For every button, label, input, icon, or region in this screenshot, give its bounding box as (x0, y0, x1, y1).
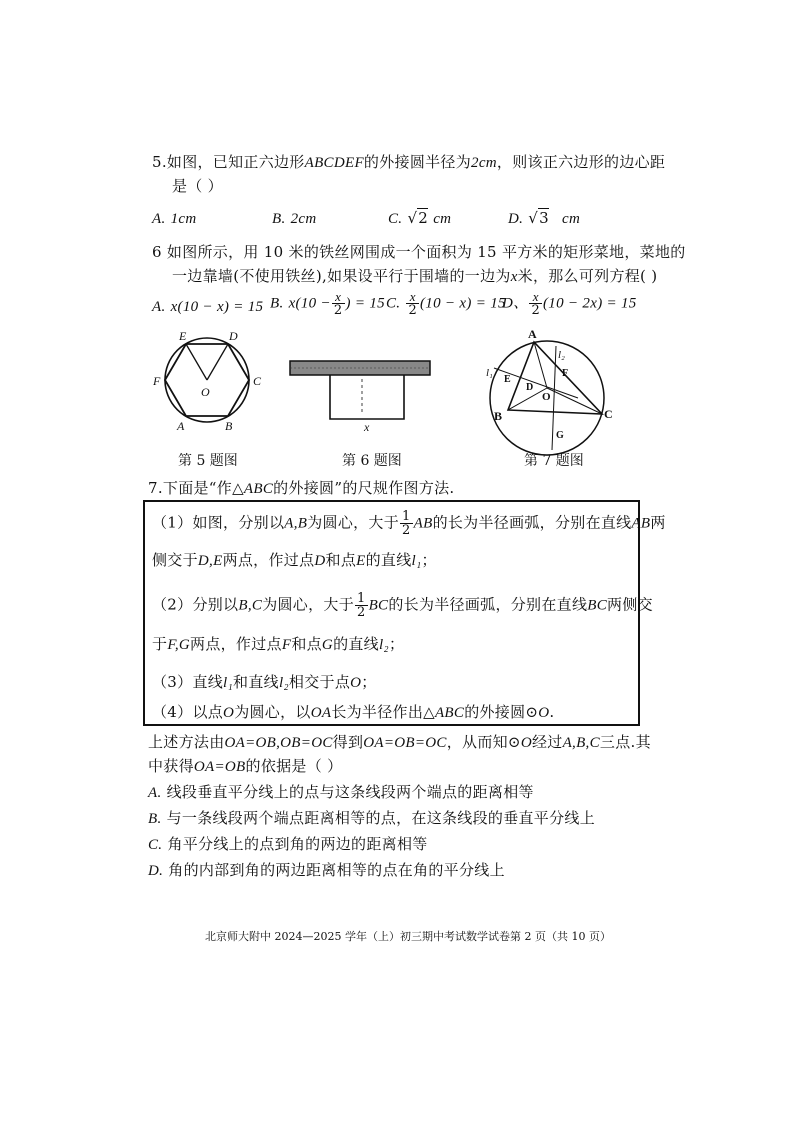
option-unit: cm (562, 211, 581, 227)
label-l2: l₂ (558, 349, 565, 361)
q7-text: 中获得 (148, 757, 194, 775)
step-text: 和点 (325, 551, 357, 569)
sqrt-radicand: 2 (418, 209, 429, 227)
figure-5-hexagon (155, 330, 265, 440)
option-label: B. (270, 295, 284, 312)
points: D,E (197, 553, 223, 569)
option-label: C. (148, 837, 163, 853)
option-label: A. (152, 211, 166, 227)
step2-line1 (152, 592, 653, 619)
option-label: D. (508, 211, 524, 227)
label-f: F (153, 374, 161, 388)
label-e: E (504, 374, 511, 385)
radius-oe (186, 344, 207, 380)
step-text: . (549, 703, 555, 721)
equation: OA=OB (193, 759, 246, 775)
q7-text: 的依据是（ ） (245, 757, 343, 775)
step-text: 和直线 (233, 673, 279, 691)
q5-radius: 2cm (471, 155, 497, 171)
label-l1: l₁ (486, 367, 493, 379)
label-a: A (177, 419, 185, 433)
q7-option-d (148, 860, 505, 881)
step-text: 的长为半径画弧，分别在直线 (432, 513, 632, 532)
step-text: 两 (650, 513, 666, 532)
point: F (281, 637, 292, 653)
page-footer: 北京师大附中 2024—2025 学年（上）初三期中考试数学试卷第 2 页（共 10 页） (205, 930, 611, 943)
line-name: l₁ (411, 553, 422, 569)
fence (330, 375, 404, 419)
q7-text: 得到 (332, 733, 364, 751)
step-text: 两点，作过点 (222, 551, 315, 569)
q5-stem-line1 (152, 152, 665, 173)
step-text: ； (421, 551, 437, 569)
fraction-denominator: 2 (408, 303, 418, 318)
fraction-denominator: 2 (333, 303, 343, 318)
radius-od (207, 344, 228, 380)
step-text: 为圆心，以 (234, 703, 311, 721)
q7-text: ，从而知⊙ (446, 733, 521, 751)
fraction-denominator: 2 (402, 523, 411, 538)
triangle-name: ABC (243, 481, 274, 497)
label-d: D (229, 329, 238, 343)
option-label: B. (272, 211, 286, 227)
label-b: B (225, 419, 233, 433)
step-text: 和点 (291, 635, 322, 653)
step1-line2 (152, 550, 437, 571)
q5-stem-line2: 是（ ） (172, 177, 223, 195)
points: A,B (284, 515, 308, 532)
option-label: A. (152, 299, 166, 315)
fraction-numerator: x (332, 290, 345, 304)
step4-line (152, 702, 554, 723)
q7-after-line2 (148, 756, 342, 777)
q7-text: 7.下面是“作△ (148, 479, 244, 497)
step-text: ； (388, 635, 405, 653)
q6-stem-line2 (172, 266, 657, 287)
q5-option-a (152, 208, 196, 229)
q7-option-c (148, 834, 428, 855)
fig5-caption: 第 5 题图 (178, 453, 238, 469)
q6-option-b (270, 290, 385, 317)
q5-option-d (508, 208, 580, 229)
step-text: （1）如图，分别以 (152, 513, 285, 532)
label-b: B (494, 409, 503, 423)
q7-text: 三点.其 (599, 733, 651, 751)
step-text: 长为半径作出△ (331, 703, 435, 721)
option-label: D. (148, 863, 164, 879)
line-name: l₂ (278, 675, 289, 691)
option-text: 与一条线段两个端点距离相等的点，在这条线段的垂直平分线上 (166, 809, 595, 827)
equation: OA=OB=OC (363, 735, 447, 751)
label-e: E (179, 329, 187, 343)
point: O (350, 675, 362, 691)
triangle-name: ABC (434, 705, 465, 721)
step-text: 为圆心，大于 (307, 513, 400, 532)
option-label: A. (148, 785, 162, 801)
fraction (355, 592, 368, 619)
option-label: C. (386, 295, 401, 312)
equation: OA=OB,OB=OC (224, 735, 333, 751)
q6-text: 米，那么可列方程( ) (517, 267, 658, 285)
label-c: C (253, 374, 262, 388)
option-text: 角的内部到角的两边距离相等的点在角的平分线上 (168, 861, 505, 879)
fraction-numerator: x (406, 290, 419, 304)
points: F,G (167, 637, 191, 653)
step-text: 的直线 (365, 551, 412, 569)
q6-option-d (502, 290, 637, 317)
step-text: （2）分别以 (152, 595, 239, 614)
figure-7-construction (486, 328, 626, 468)
step-text: 相交于点 (288, 673, 351, 691)
option-unit: cm (433, 211, 452, 227)
points: A,B,C (562, 735, 600, 751)
q7-option-a (148, 782, 534, 803)
label-g: G (556, 430, 564, 441)
step-text: 的外接圆⊙ (464, 703, 539, 721)
q7-option-b (148, 808, 595, 829)
option-expression: (10 − x) = 15 (420, 295, 506, 312)
option-label: C. (388, 211, 403, 227)
point: D (314, 553, 326, 569)
fig6-caption: 第 6 题图 (342, 453, 402, 469)
point: O (520, 735, 532, 751)
option-value: 2cm (290, 211, 317, 227)
step-text: （3）直线 (152, 673, 224, 691)
label-o: O (542, 391, 551, 403)
option-expression: ) = 15 (345, 295, 385, 312)
label-x: x (364, 420, 370, 434)
label-d: D (526, 382, 534, 393)
step-text: 两侧交 (607, 595, 653, 614)
fraction (400, 510, 413, 537)
q5-option-c (388, 208, 451, 229)
q5-hexagon-name: ABCDEF (304, 155, 364, 171)
step1-line1 (152, 510, 666, 537)
line-name: l₁ (223, 675, 234, 691)
option-text: 线段垂直平分线上的点与这条线段两个端点的距离相等 (166, 783, 534, 801)
step-text: 侧交于 (152, 551, 198, 569)
step-text: ； (361, 673, 377, 691)
label-c: C (604, 407, 613, 421)
step-text: 两点，作过点 (190, 635, 282, 653)
fraction-numerator: x (529, 290, 542, 304)
label-a: A (528, 327, 537, 341)
option-expression: (10 − 2x) = 15 (543, 295, 637, 312)
segment-co (547, 388, 602, 414)
line-name: l₂ (378, 637, 389, 653)
fraction-denominator: 2 (531, 303, 541, 318)
q7-after-line1 (148, 732, 651, 753)
option-expression: x(10 − (288, 295, 331, 312)
step-text: （4）以点 (152, 703, 224, 721)
point: E (356, 553, 366, 569)
fraction-numerator: 1 (402, 509, 411, 524)
fraction (332, 290, 345, 317)
sqrt-sign: √ (407, 209, 418, 227)
fraction (406, 290, 419, 317)
q5-text: ，则该正六边形的边心距 (496, 153, 666, 171)
step-text: 的长为半径画弧，分别在直线 (388, 595, 588, 614)
option-value: 1cm (170, 211, 197, 227)
segment: BC (368, 597, 389, 614)
step-text: 的直线 (333, 635, 379, 653)
q5-option-b (272, 208, 316, 229)
option-label: B. (148, 811, 162, 827)
q5-text: 5.如图，已知正六边形 (152, 153, 305, 171)
point: O (223, 705, 235, 721)
label-o: O (201, 385, 210, 399)
option-text: 角平分线上的点到角的两边的距离相等 (167, 835, 428, 853)
q7-text: 上述方法由 (148, 733, 225, 751)
points: B,C (238, 597, 263, 614)
q6-option-c (386, 290, 506, 317)
step-text: 为圆心，大于 (262, 595, 354, 614)
q6-variable: x (510, 269, 518, 285)
point: G (321, 637, 334, 653)
q5-text: 的外接圆半径为 (363, 153, 472, 171)
sqrt-sign: √ (528, 209, 539, 227)
q6-option-a (152, 296, 263, 317)
figure-6-garden (288, 355, 438, 435)
step3-line (152, 672, 377, 693)
fraction-numerator: 1 (357, 591, 366, 606)
step2-line2 (152, 634, 404, 655)
option-label: D、 (502, 295, 529, 312)
q7-text: 经过 (531, 733, 563, 751)
fig7-caption: 第 7 题图 (524, 453, 584, 469)
fraction (529, 290, 542, 317)
step-text: 于 (152, 635, 168, 653)
q6-text: 一边靠墙(不使用铁丝),如果设平行于围墙的一边为 (172, 267, 511, 285)
sqrt-radicand: 3 (539, 209, 549, 227)
q6-stem-line1: 6 如图所示，用 10 米的铁丝网围成一个面积为 15 平方米的矩形菜地，菜地的 (152, 243, 686, 261)
option-expression: x(10 − x) = 15 (170, 299, 264, 315)
segment: AB (413, 515, 433, 532)
fraction-denominator: 2 (357, 605, 366, 620)
segment: BC (587, 597, 608, 614)
segment: OA (310, 705, 332, 721)
q7-stem (148, 478, 455, 499)
point: O (538, 705, 550, 721)
q7-text: 的外接圆”的尺规作图方法. (273, 479, 455, 497)
segment: AB (631, 515, 651, 532)
label-f: F (562, 368, 569, 379)
